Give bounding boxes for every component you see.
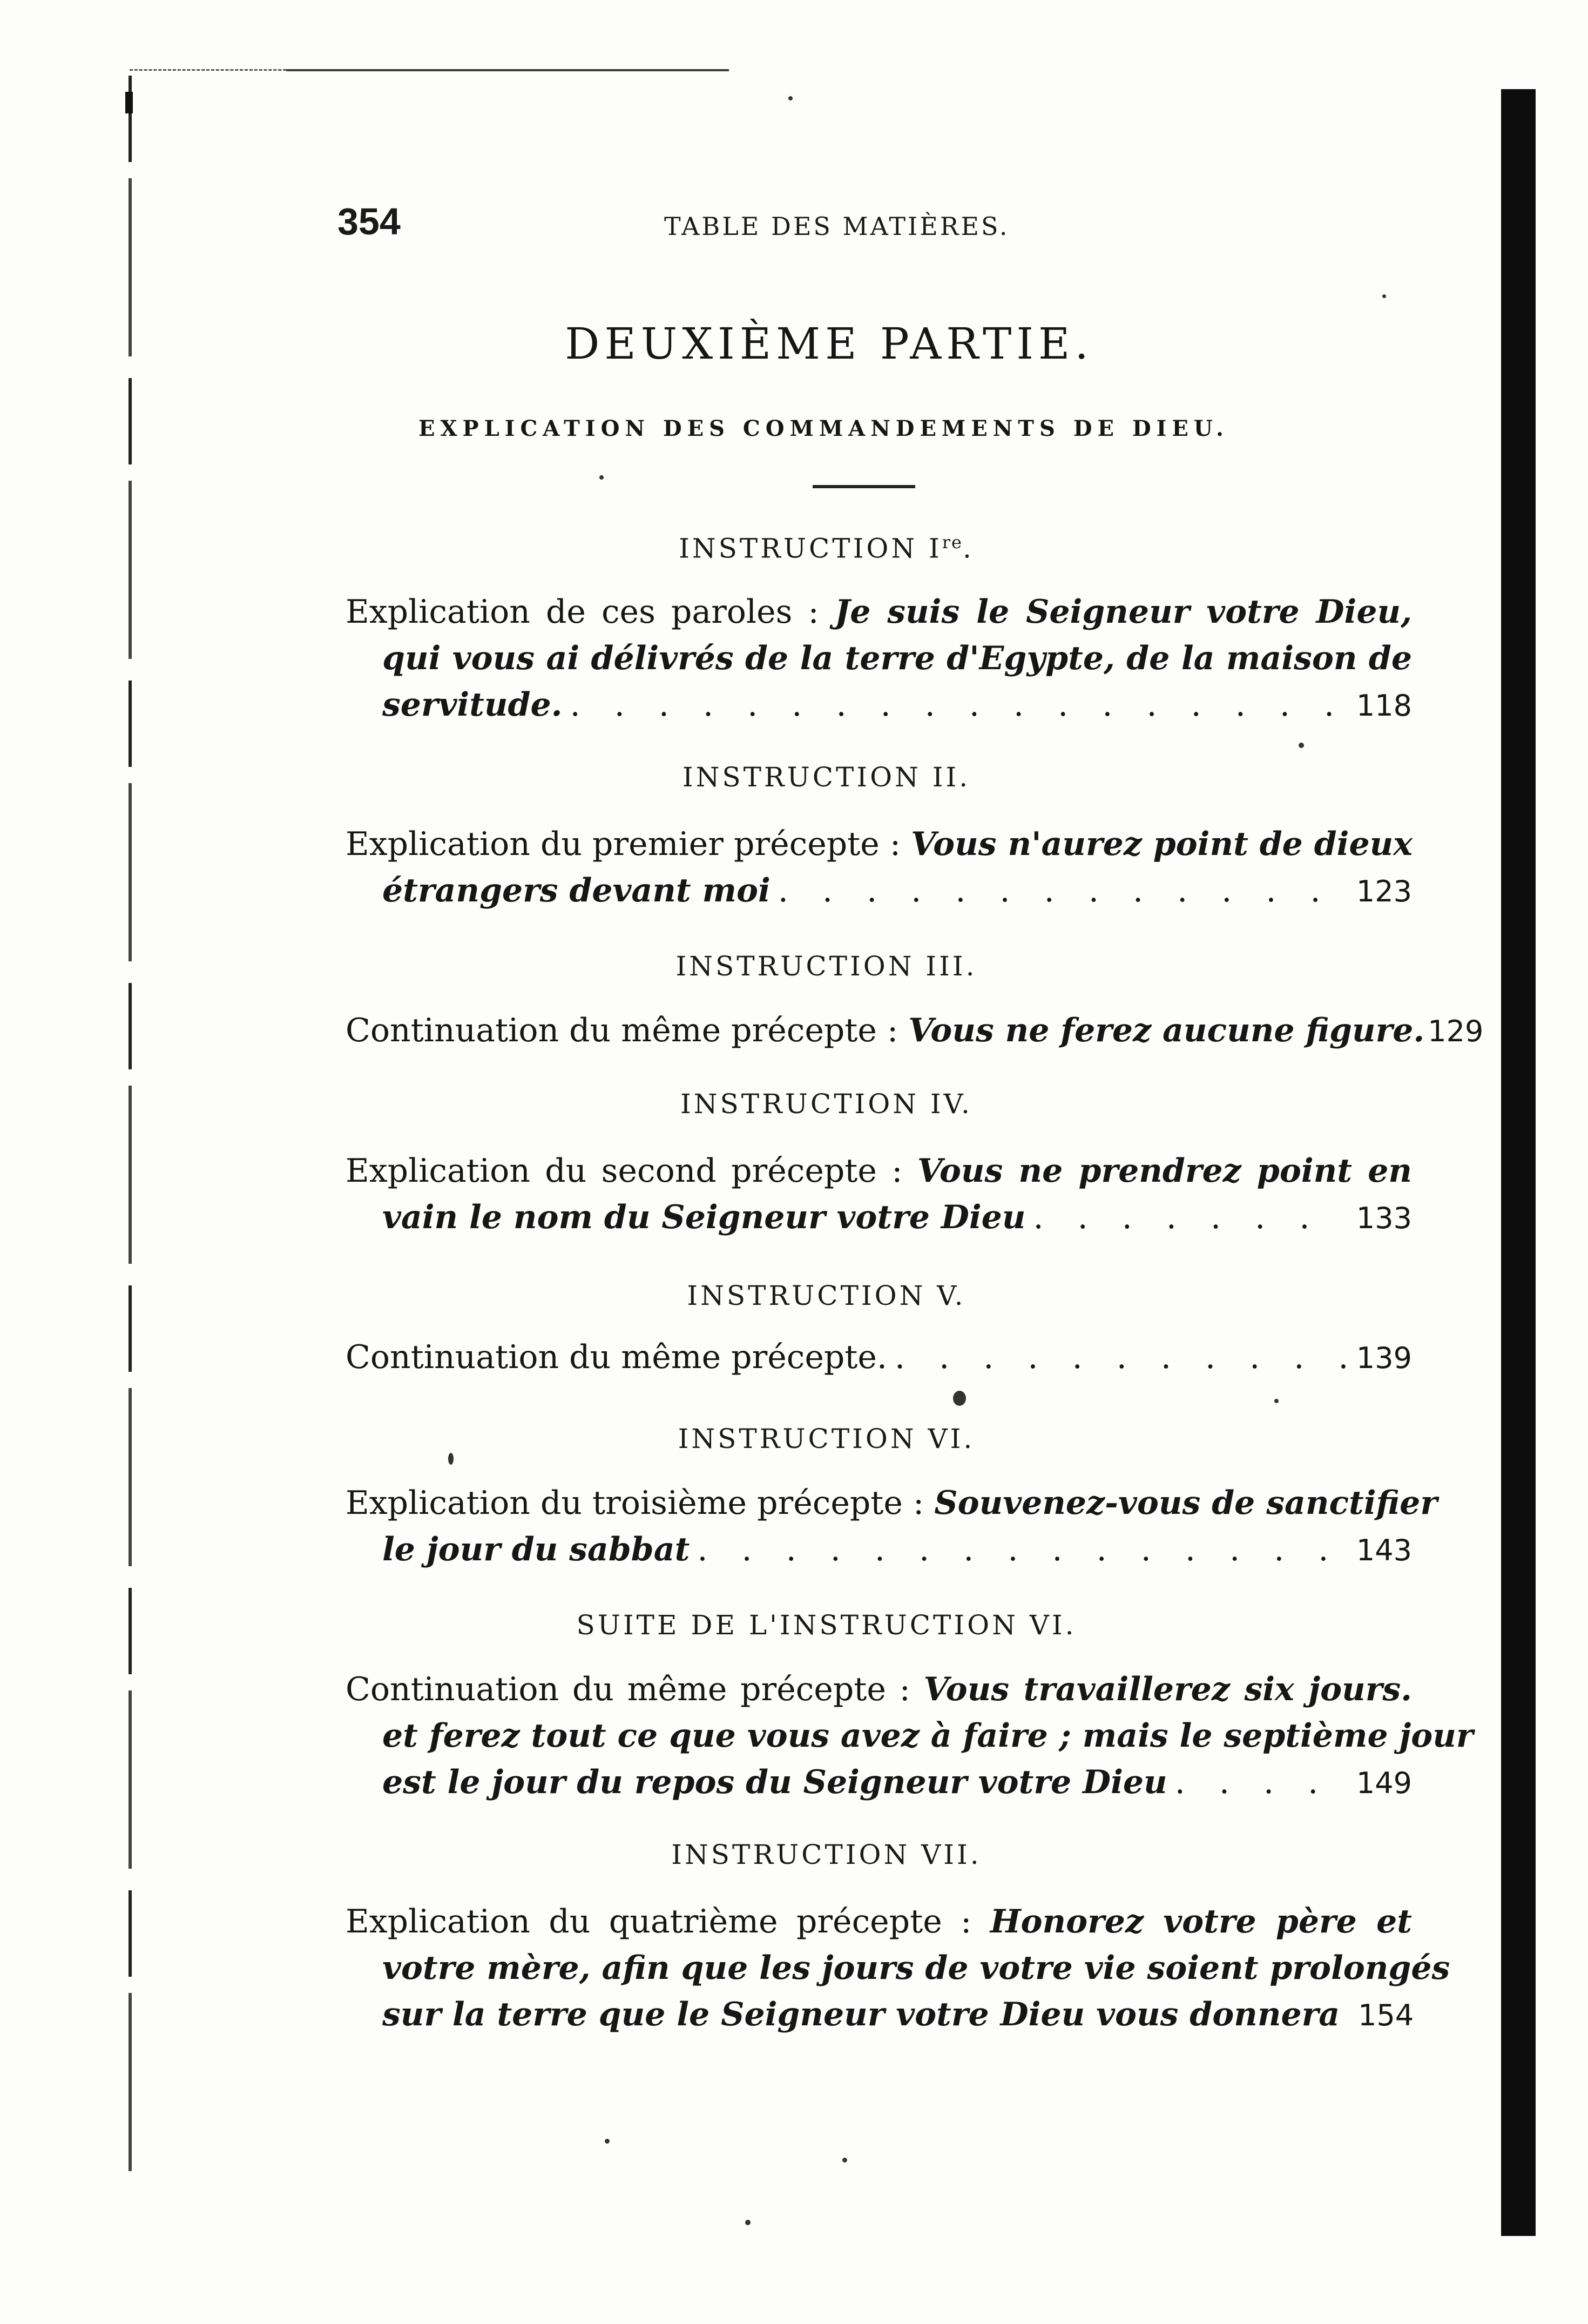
scan-speck xyxy=(605,2139,610,2144)
scan-edge-dashed xyxy=(130,69,286,71)
running-title: TABLE DES MATIÈRES. xyxy=(664,212,1010,241)
left-edge-mark xyxy=(125,92,133,113)
page-reference: 133 xyxy=(1356,1201,1412,1235)
section-heading: INSTRUCTION III. xyxy=(675,951,977,982)
dot-leader xyxy=(1033,1194,1345,1241)
page-reference: 149 xyxy=(1356,1766,1412,1800)
scan-speck xyxy=(1299,743,1304,748)
page-reference: 118 xyxy=(1356,689,1412,723)
toc-entry: Explication du troisième précepte : Souvenez-vous de sanctifier le jour du sabbat . . . 143 xyxy=(346,1480,1412,1574)
toc-entry: Continuation du même précepte. . . . 139 xyxy=(346,1334,1412,1382)
page-reference: 154 xyxy=(1358,1998,1414,2032)
section-heading: SUITE DE L'INSTRUCTION VI. xyxy=(576,1609,1077,1641)
section-heading: INSTRUCTION IV. xyxy=(680,1088,972,1120)
toc-entry: Explication du second précepte : Vous ne prendrez point en vain le nom du Seigneur votre Dieu . . . 133 xyxy=(346,1148,1412,1242)
toc-entry: Explication du quatrième précepte : Honorez votre père et votre mère, afin que les jours de votre vie soient prolongés sur la terre que le Seigneur votre Dieu vous donnera 154 xyxy=(346,1898,1412,2039)
part-title: DEUXIÈME PARTIE. xyxy=(565,319,1093,369)
scan-speck xyxy=(1274,1399,1279,1403)
dot-leader xyxy=(895,1334,1346,1380)
part-subtitle: EXPLICATION DES COMMANDEMENTS DE DIEU. xyxy=(418,416,1229,441)
dot-leader xyxy=(570,682,1346,728)
scan-speck xyxy=(788,96,793,100)
scan-edge-rule xyxy=(286,69,729,71)
page-reference: 123 xyxy=(1356,874,1412,908)
right-scan-border xyxy=(1501,89,1536,2236)
section-heading: INSTRUCTION VI. xyxy=(678,1423,975,1454)
scan-speck xyxy=(745,2220,751,2225)
toc-entry: Continuation du même précepte : Vous travaillerez six jours. et ferez tout ce que vous avez à faire ; mais le septième jour est le jour du repos du Seigneur votre Dieu . . . 149 xyxy=(346,1666,1412,1807)
dot-leader xyxy=(697,1526,1346,1573)
page-reference: 139 xyxy=(1356,1341,1412,1375)
page-number: 354 xyxy=(337,200,401,242)
section-heading: INSTRUCTION V. xyxy=(687,1280,966,1311)
scan-speck xyxy=(599,475,604,480)
scan-speck xyxy=(448,1453,454,1465)
toc-entry: Explication du premier précepte : Vous n'aurez point de dieux étrangers devant moi . . . 123 xyxy=(346,821,1412,915)
toc-entry: Continuation du même précepte : Vous ne ferez aucune figure. 129 xyxy=(346,1007,1412,1055)
toc-entry: Explication de ces paroles : Je suis le Seigneur votre Dieu, qui vous ai délivrés de la terre d'Egypte, de la maison de servitude. . . . 118 xyxy=(346,589,1412,729)
section-heading: INSTRUCTION Ire. xyxy=(679,532,974,564)
dot-leader xyxy=(1175,1759,1346,1806)
page-reference: 143 xyxy=(1356,1533,1412,1567)
section-divider xyxy=(813,485,915,488)
dot-leader xyxy=(778,867,1346,914)
scan-speck xyxy=(1382,294,1386,298)
section-heading: INSTRUCTION VII. xyxy=(671,1839,982,1870)
page-reference: 129 xyxy=(1428,1014,1484,1048)
scan-speck xyxy=(953,1391,966,1406)
section-heading: INSTRUCTION II. xyxy=(682,762,971,793)
scan-speck xyxy=(842,2158,847,2163)
